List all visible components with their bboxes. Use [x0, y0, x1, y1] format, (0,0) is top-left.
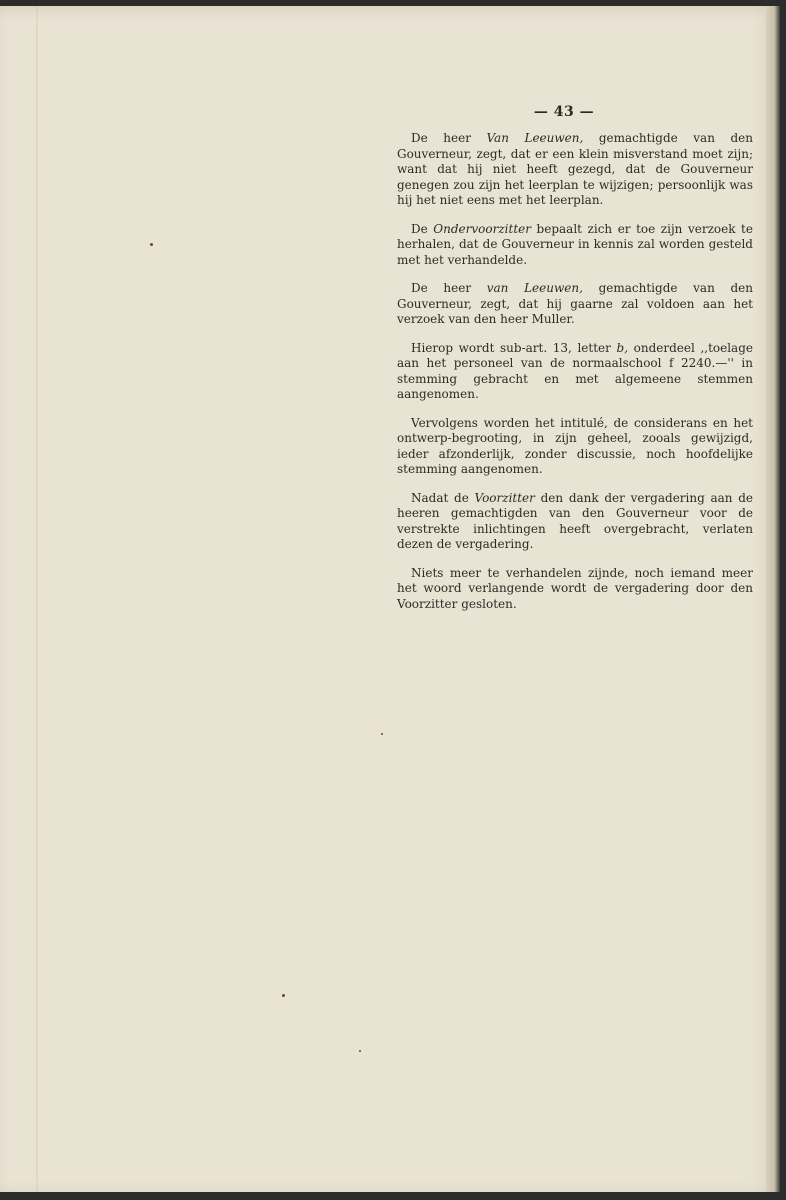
paragraph-van-leeuwen-statement: [397, 131, 753, 209]
paragraph-text: bepaalt zich er toe zijn verzoek te herhalen, dat de Gouverneur in kennis zal worden gesteld met het verhandelde.: [397, 221, 753, 267]
paragraph-text: Niets meer te verhandelen zijnde, noch iemand meer het woord verlangende wordt de vergadering door den Voorzitter gesloten.: [397, 565, 753, 611]
page-edge: [766, 6, 780, 1192]
paragraph-closing: [397, 566, 753, 613]
paper-speck: [282, 994, 285, 997]
paragraph-text: De heer: [411, 281, 487, 295]
paragraph-text: De heer: [411, 131, 487, 145]
paper-speck: [381, 733, 383, 735]
paragraph-vote-subarticle: [397, 341, 753, 403]
letter-reference: b,: [616, 340, 629, 355]
speaker-name: van Leeuwen,: [486, 281, 583, 295]
text-column: [397, 131, 753, 625]
speaker-name: Van Leeuwen,: [486, 131, 584, 145]
paragraph-text: gemachtigde van den Gouverneur, zegt, dat hij gaarne zal voldoen aan het verzoek van den heer Muller.: [397, 281, 753, 326]
paragraph-text: gemachtigde van den Gouverneur, zegt, dat er een klein misverstand moet zijn; want dat hij niet heeft gezegd, dat de Gouverneur genegen zou zijn het leerplan te wijzigen; persoonlijk was hij het niet eens met het leerplan.: [397, 131, 753, 207]
page-fold-shadow: [36, 6, 38, 1192]
paragraph-text: De: [411, 221, 434, 236]
paper-speck: [150, 243, 153, 246]
paragraph-text: Vervolgens worden het intitulé, de considerans en het ontwerp-begrooting, in zijn geheel, zooals gewijzigd, ieder afzonderlijk, zonder discussie, noch hoofdelijke stemming aangenomen.: [397, 415, 753, 476]
paragraph-ondervoorzitter-request: [397, 222, 753, 269]
paragraph-thanks: [397, 491, 753, 553]
paragraph-text: den dank der vergadering aan de heeren gemachtigden van den Gouverneur voor de verstrekte inlichtingen heeft overgebracht, verlaten dezen de vergadering.: [397, 490, 753, 551]
paragraph-van-leeuwen-reply: [397, 281, 753, 328]
paragraph-text: Hierop wordt sub-art. 13, letter: [411, 340, 617, 355]
paragraph-text: onderdeel ,,toelage aan het personeel van de normaalschool f 2240.—'' in stemming gebracht en met algemeene stemmen aangenomen.: [397, 340, 753, 401]
paragraph-adoption: [397, 416, 753, 478]
speaker-name: Voorzitter: [474, 490, 535, 505]
paragraph-text: Nadat de: [411, 490, 475, 505]
speaker-name: Ondervoorzitter: [433, 221, 531, 236]
page-number: — 43 —: [533, 104, 595, 120]
paper-speck: [359, 1050, 361, 1052]
